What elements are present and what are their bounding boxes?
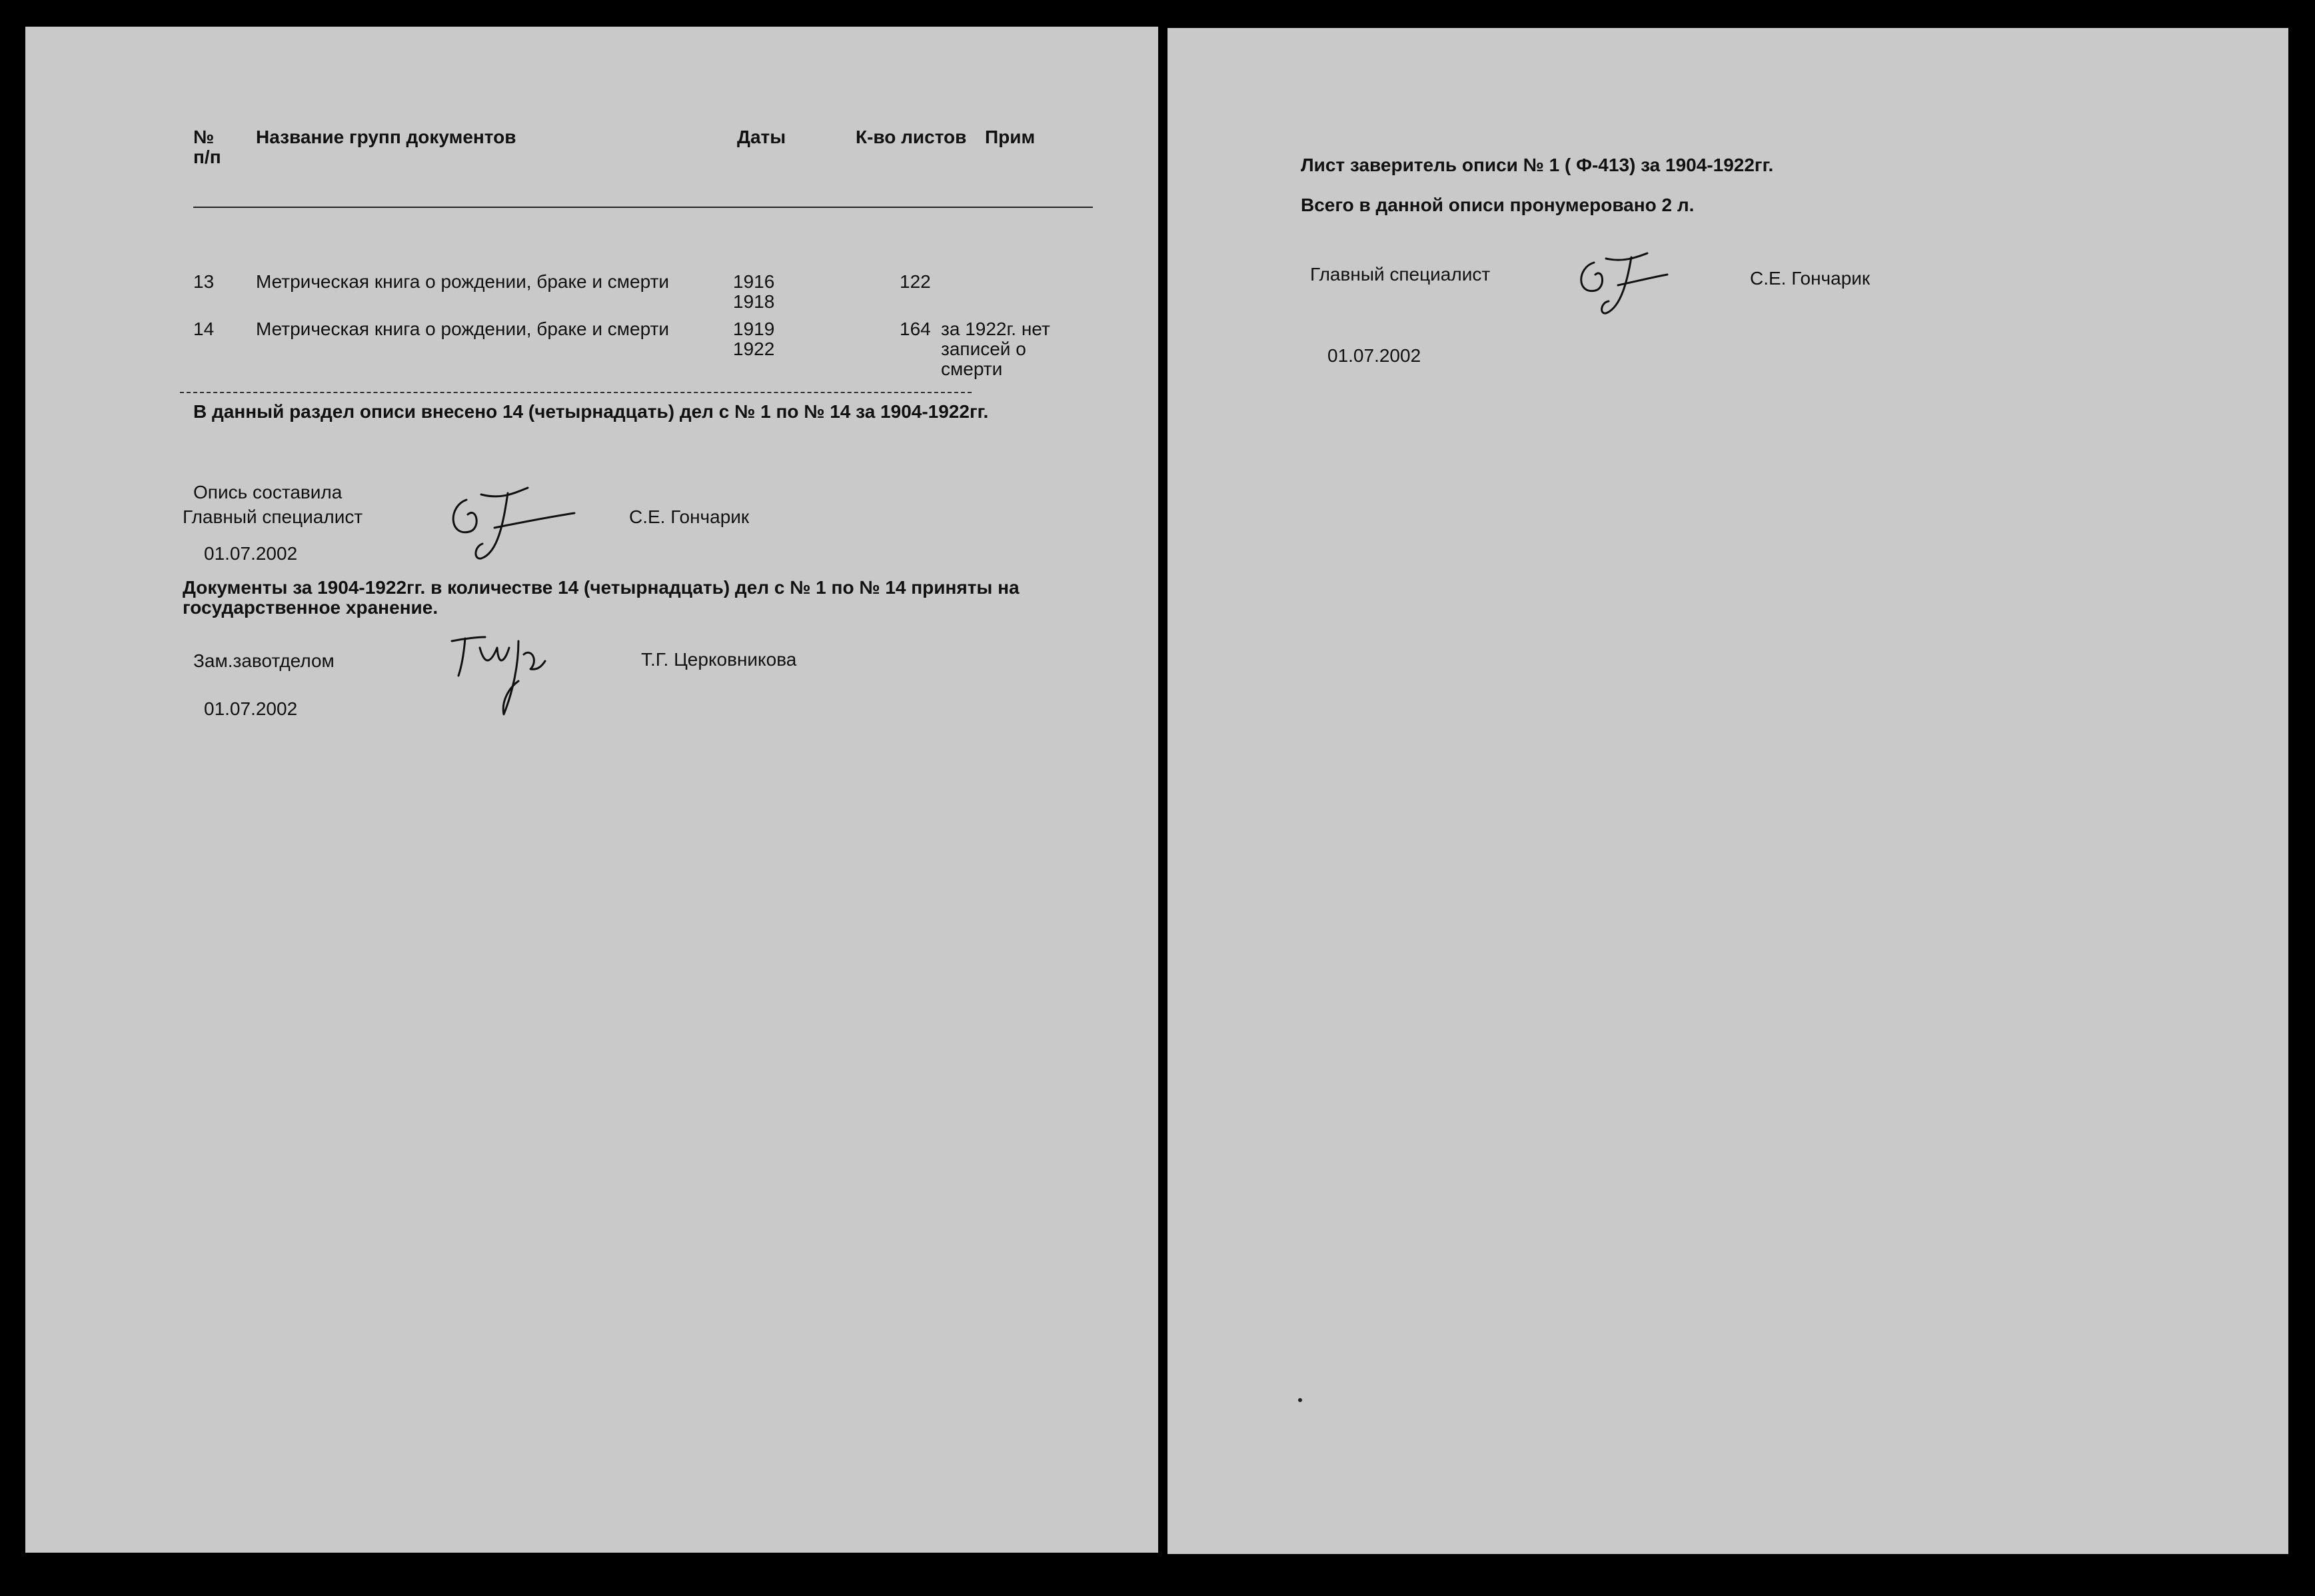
- row-14-date-to: 1922: [733, 339, 775, 359]
- table-end-rule: [180, 392, 972, 393]
- compiled-date: 01.07.2002: [204, 543, 298, 564]
- compiled-label: Опись составила: [193, 482, 343, 502]
- header-num-sub: п/п: [193, 147, 221, 167]
- signer-signature: [1567, 248, 1674, 321]
- certificate-title: Лист заверитель описи № 1 ( Ф-413) за 1904-1922гг.: [1301, 155, 1774, 175]
- deputy-date: 01.07.2002: [204, 698, 298, 719]
- header-dates: Даты: [737, 127, 786, 147]
- signer-name: С.Е. Гончарик: [1750, 268, 1871, 289]
- acceptance-line-1: Документы за 1904-1922гг. в количестве 14 (четырнадцать) дел с № 1 по № 14 приняты на: [183, 577, 1020, 598]
- compiler-title: Главный специалист: [183, 506, 363, 527]
- acceptance-line-2: государственное хранение.: [183, 597, 438, 618]
- row-14-num: 14: [193, 319, 215, 339]
- total-pages-line: Всего в данной описи пронумеровано 2 л.: [1301, 195, 1695, 215]
- row-14-note-line3: смерти: [941, 359, 1003, 379]
- row-13-num: 13: [193, 271, 215, 292]
- row-14-note-line2: записей о: [941, 339, 1026, 359]
- row-14-title: Метрическая книга о рождении, браке и смерти: [256, 319, 670, 339]
- header-note: Прим: [985, 127, 1036, 147]
- deputy-name: Т.Г. Церковникова: [641, 649, 797, 670]
- signer-date: 01.07.2002: [1327, 345, 1421, 366]
- signer-title: Главный специалист: [1310, 264, 1491, 285]
- row-14-note-line1: за 1922г. нет: [941, 319, 1050, 339]
- left-page: [25, 27, 1158, 1553]
- row-14-date-from: 1919: [733, 319, 775, 339]
- header-sheets: К-во листов: [856, 127, 967, 147]
- header-name: Название групп документов: [256, 127, 516, 147]
- deputy-title: Зам.завотделом: [193, 650, 335, 671]
- compiler-name: С.Е. Гончарик: [629, 506, 750, 527]
- row-13-title: Метрическая книга о рождении, браке и смерти: [256, 271, 670, 292]
- row-13-date-from: 1916: [733, 271, 775, 292]
- deputy-signature: [445, 628, 565, 721]
- section-summary: В данный раздел описи внесено 14 (четырнадцать) дел с № 1 по № 14 за 1904-1922гг.: [193, 401, 989, 422]
- header-num: №: [193, 127, 215, 147]
- right-page: [1167, 28, 2288, 1554]
- speck-mark: [1298, 1398, 1302, 1402]
- row-13-sheets: 122: [900, 271, 931, 292]
- header-rule: [193, 207, 1093, 208]
- compiler-signature: [434, 480, 581, 566]
- row-14-sheets: 164: [900, 319, 931, 339]
- row-13-date-to: 1918: [733, 291, 775, 312]
